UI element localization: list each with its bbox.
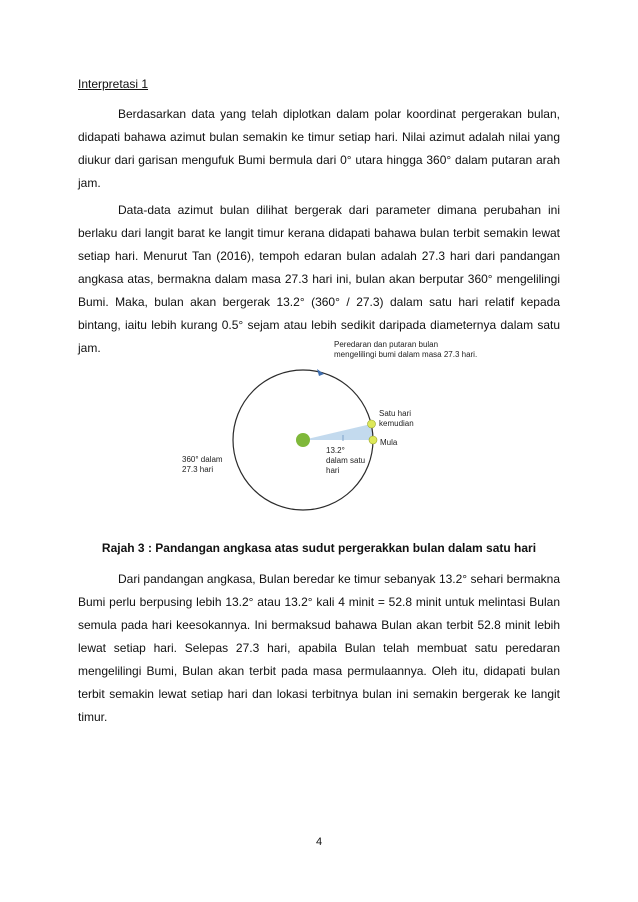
- moon-orbit-diagram: [160, 335, 478, 525]
- orbit-label-line1: Peredaran dan putaran bulan: [334, 340, 439, 349]
- angle-label-line1: 13.2°: [326, 446, 345, 455]
- paragraph-azimuth: Berdasarkan data yang telah diplotkan dalam polar koordinat pergerakan bulan, didapati bahawa azimut bulan semakin ke timur setiap hari. Nilai azimut adalah nilai yang diukur dari garisan mengufuk Bumi bermula dari 0° utara hingga 360° dalam putaran arah jam.: [78, 107, 560, 190]
- section-heading: Interpretasi 1: [78, 77, 149, 91]
- figure-caption: Rajah 3 : Pandangan angkasa atas sudut pergerakkan bulan dalam satu hari: [101, 541, 537, 555]
- full-orbit-label-line1: 360° dalam: [182, 455, 223, 464]
- moon-start-icon: [369, 436, 377, 444]
- orbit-label-line2: mengelilingi bumi dalam masa 27.3 hari.: [334, 350, 478, 359]
- angle-wedge: [303, 424, 373, 440]
- next-day-label-line1: Satu hari: [379, 409, 412, 418]
- earth-icon: [296, 433, 310, 447]
- moon-next-day-icon: [368, 420, 376, 428]
- paragraph-moonrise-delay: Dari pandangan angkasa, Bulan beredar ke timur sebanyak 13.2° sehari bermakna Bumi perlu berpusing lebih 13.2° atau 13.2° kali 4 minit = 52.8 minit untuk melintasi Bulan semula pada hari keesokannya. Ini bermaksud bahawa Bulan akan terbit 52.8 minit lebih lewat setiap hari. Selepas 27.3 hari, apabila Bulan telah membuat satu peredaran mengelilingi Bumi, Bulan akan terbit pada masa permulaannya. Oleh itu, didapati bulan terbit semakin lewat setiap hari dan lokasi terbitnya bulan ini semakin bergerak ke langit timur.: [78, 572, 560, 724]
- page-number: 4: [315, 836, 323, 848]
- orbit-svg: [160, 335, 478, 525]
- angle-label-line3: hari: [326, 466, 340, 475]
- angle-label-line2: dalam satu: [326, 456, 366, 465]
- next-day-label-line2: kemudian: [379, 419, 414, 428]
- full-orbit-label-line2: 27.3 hari: [182, 465, 214, 474]
- paragraph-orbit-period: Data-data azimut bulan dilihat bergerak dari parameter dimana perubahan ini berlaku dari langit barat ke langit timur kerana didapati bahawa bulan terbit semakin lewat setiap hari. Menurut Tan (2016), tempoh edaran bulan adalah 27.3 hari dari pandangan angkasa atas, bermakna dalam masa 27.3 hari ini, bulan akan berputar 360° mengelilingi Bumi. Maka, bulan akan bergerak 13.2° (360° / 27.3) dalam satu hari relatif kepada bintang, iaitu lebih kurang 0.5° sejam atau lebih sedikit daripada diameternya dalam satu jam.: [78, 203, 560, 355]
- start-label: Mula: [380, 438, 398, 447]
